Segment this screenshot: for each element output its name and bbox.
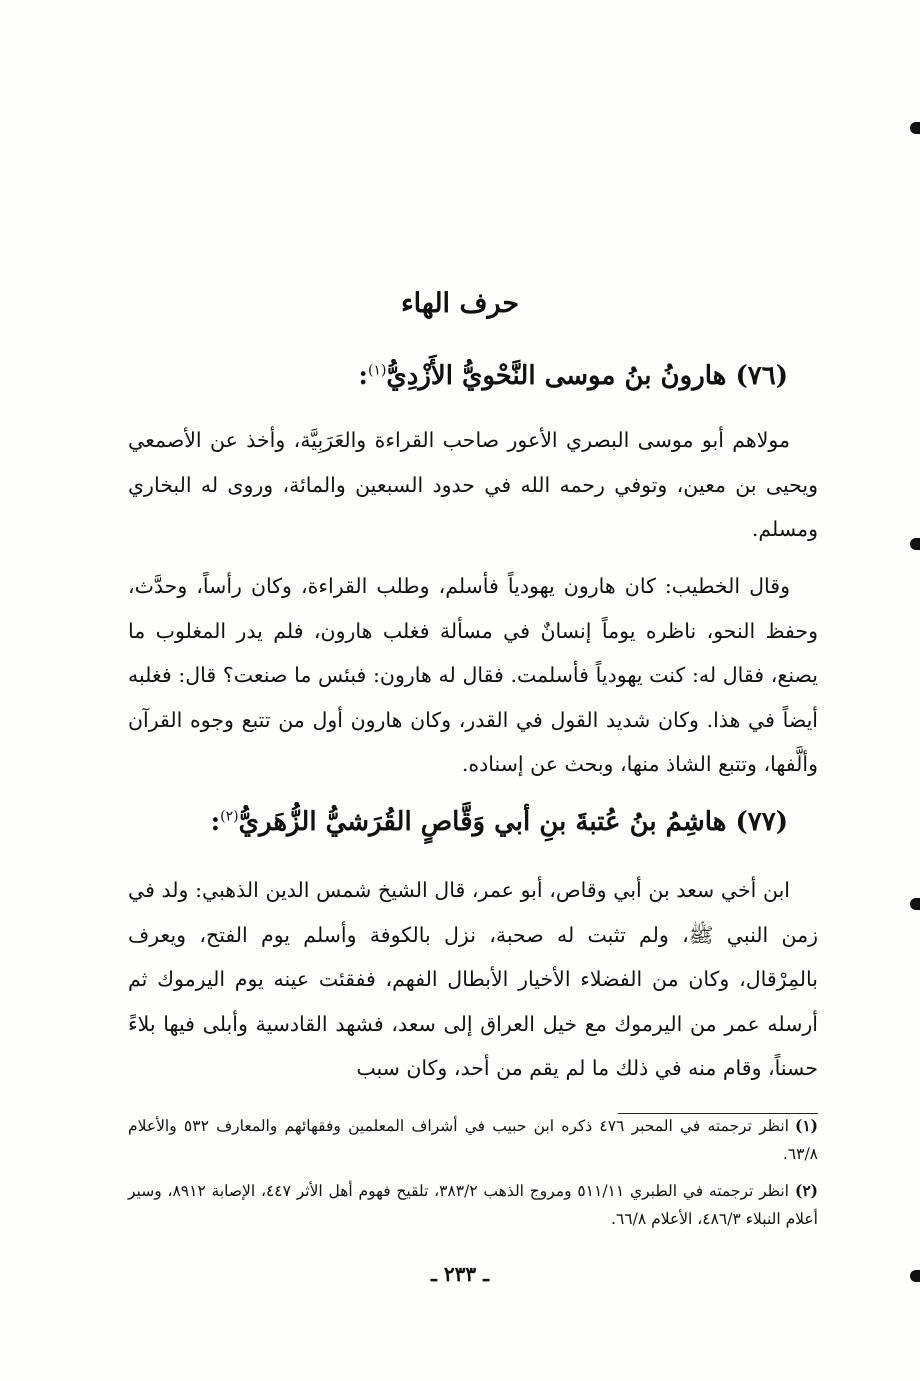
entry-76-paragraph-1 bbox=[128, 418, 818, 552]
footnote-1-number: (١) bbox=[795, 1116, 819, 1135]
scan-edge-mark bbox=[910, 538, 920, 550]
entry-76-paragraph-2-text: وقال الخطيب: كان هارون يهودياً فأسلم، وطلب القراءة، وكان رأساً، وحدَّث، وحفظ النحو، ناظره يوماً إنسانٌ في مسألة فغلب هارون، فلم يدر المغلوب ما يصنع، فقال له: كنت يهودياً فأسلمت. فقال له هارون: فبئس ما صنعت؟ قال: فغلبه أيضاً في هذا. وكان شديد القول في القدر، وكان هارون أول من تتبع وجوه القرآن وألَّفها، وتتبع الشاذ منها، وبحث عن إسناده. bbox=[128, 574, 818, 776]
entry-76-paragraph-1-text: مولاهم أبو موسى البصري الأعور صاحب القراءة والعَرَبِيَّة، وأخذ عن الأصمعي ويحيى بن معين، وتوفي رحمه الله في حدود السبعين والمائة، وروى له البخاري ومسلم. bbox=[128, 428, 818, 541]
footnote-2-number: (٢) bbox=[795, 1181, 819, 1200]
scan-edge-mark bbox=[910, 898, 920, 910]
footnote-ref-2[interactable]: (٢) bbox=[220, 808, 239, 825]
footnote-1 bbox=[128, 1112, 818, 1168]
footnotes-list bbox=[128, 1112, 818, 1242]
entry-76-title bbox=[128, 360, 788, 394]
footnote-2-text: انظر ترجمته في الطبري ٥١١/١١ ومروج الذهب ٣٨٣/٢، تلقيح فهوم أهل الأثر ٤٤٧، الإصابة ٨٩١٢، وسير أعلام النبلاء ٤٨٦/٣، الأعلام ٦٦/٨. bbox=[128, 1182, 818, 1228]
entry-76-title-text: (٧٦) هارونُ بنُ موسى النَّحْويُّ الأَزْدِيُّ bbox=[386, 361, 788, 391]
entry-77-paragraph-1 bbox=[128, 868, 818, 1091]
page-number: ـ ٢٣٣ ـ bbox=[431, 1262, 489, 1286]
footnote-ref-1[interactable]: (١) bbox=[367, 362, 387, 379]
entry-77-colon: : bbox=[210, 807, 221, 837]
entry-77-paragraph-1-text: ابن أخي سعد بن أبي وقاص، أبو عمر، قال الشيخ شمس الدين الذهبي: ولد في زمن النبي ﷺ، ولم تثبت له صحبة، نزل بالكوفة وأسلم يوم الفتح، ويعرف بالمِرْقال، وكان من الفضلاء الأخيار الأبطال الفهم، ففقئت عينه يوم اليرموك ثم أرسله عمر من اليرموك مع خيل العراق إلى سعد، فشهد القادسية وأبلى فيها بلاءً حسناً، وقام منه في ذلك ما لم يقم من أحد، وكان سبب bbox=[128, 878, 818, 1080]
section-heading: حرف الهاء bbox=[400, 288, 520, 319]
entry-77-title-text: (٧٧) هاشِمُ بنُ عُتبةَ بنِ أبي وَقَّاصٍ القُرَشيُّ الزُّهَريُّ bbox=[238, 807, 788, 837]
footnote-1-text: انظر ترجمته في المحبر ٤٧٦ ذكره ابن حبيب في أشراف المعلمين وفقهائهم والمعارف ٥٣٢ والأعلام ٦٣/٨. bbox=[128, 1117, 818, 1163]
entry-76-colon: : bbox=[358, 361, 368, 391]
scan-edge-mark bbox=[910, 1270, 920, 1282]
entry-76-paragraph-2 bbox=[128, 564, 818, 787]
entry-77-title bbox=[128, 806, 788, 840]
scan-edge-mark bbox=[910, 122, 920, 134]
footnote-2 bbox=[128, 1177, 818, 1233]
